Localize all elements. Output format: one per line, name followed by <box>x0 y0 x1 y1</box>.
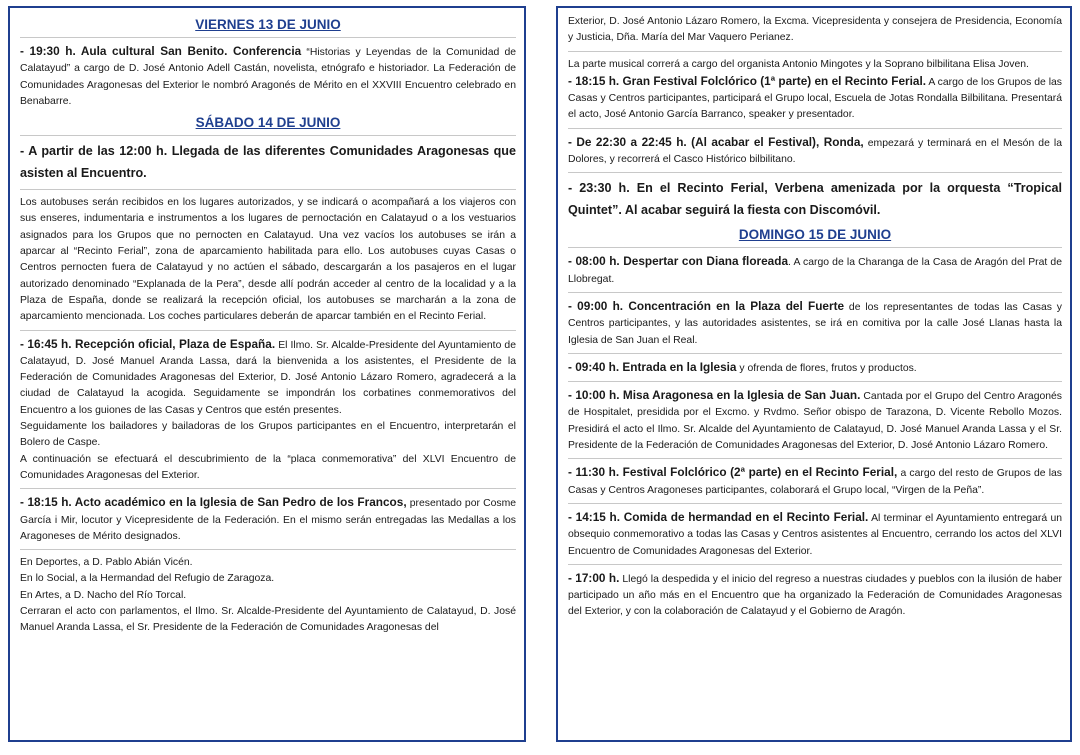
separator <box>20 549 516 550</box>
event-body: A cargo de los Grupos de las Casas y Centros participantes, participará el Grupo local, Escuela de Jotas Rondalla Bilbilitana. Presentará el acto, José Antonio García Barranco, speaker y presentador. <box>568 76 1062 121</box>
event-title: - 10:00 h. Misa Aragonesa en la Iglesia de San Juan. <box>568 388 861 403</box>
event-1000 <box>568 387 1062 454</box>
event-title: - 14:15 h. Comida de hermandad en el Recinto Ferial. <box>568 509 869 524</box>
event-0940 <box>568 359 1062 377</box>
separator <box>568 247 1062 248</box>
event-body: El Ilmo. Sr. Alcalde-Presidente del Ayuntamiento de Calatayud, D. José Manuel Aranda Lassa, dará la bienvenida a los asistentes, el Presidente de la Federación de Comunidades Aragonesas del Exterior, D. José Antonio Lázaro Romero, agradecerá a la ciudad de Calatayud la acogida. Seguidamente se impondrán los corbatines conmemorativos del Encuentro a los guiones de las Casas y Centros que estén presentes. <box>20 339 516 416</box>
heading-sabado: SÁBADO 14 DE JUNIO <box>195 115 341 131</box>
event-title: - 18:15 h. Acto académico en la Iglesia de San Pedro de los Francos, <box>20 495 407 510</box>
event-title: - 17:00 h. <box>568 570 620 585</box>
event-title: - 09:00 h. Concentración en la Plaza del Fuerte <box>568 298 845 313</box>
event-title: - 11:30 h. Festival Folclórico (2ª parte) en el Recinto Ferial, <box>568 465 898 480</box>
medal-artes: En Artes, a D. Nacho del Río Torcal. <box>20 589 187 601</box>
event-title: - 18:15 h. Gran Festival Folclórico (1ª parte) en el Recinto Ferial. <box>568 73 927 88</box>
event-1415 <box>568 509 1062 560</box>
buses-paragraph: Los autobuses serán recibidos en los lugares autorizados, y se indicará o acompañará a los viajeros con sus enseres, indumentaria e instrumentos a los lugares de pernoctación en Calatayud o a los vestuarios asignados para los Grupos que no pernocten en Calatayud. Una vez vacíos los autobuses se irán a aparcar al “Recinto Ferial”, zona de aparcamiento habilitada para ello. Los autobuses cuyas Casas o Centros pernocten fuera de Calatayud y no actúen el sábado, descargarán a los pasajeros en el lugar autorizado denominado “Explanada de la Pera”, desde allí podrán acceder al centro de la localidad y a la Plaza de España, donde se realizará la recepción oficial, los autobuses se marcharán a la zona de aparcamiento mencionada. Los coches particulares deberán de aparcar también en el Recinto Ferial. <box>20 197 516 323</box>
continuation-paragraph: Exterior, D. José Antonio Lázaro Romero, la Excma. Vicepresidenta y consejera de Presidencia, Economía y Justicia, Dña. María del Mar Vaquero Perianez. <box>568 16 1062 44</box>
event-body: y ofrenda de flores, frutos y productos. <box>736 362 917 374</box>
separator <box>568 51 1062 52</box>
separator <box>568 381 1062 382</box>
event-1645-bolero: Seguidamente los bailadores y bailadoras de los Grupos participantes en el Encuentro, interpretarán el Bolero de Caspe. <box>20 421 516 449</box>
medal-deportes: En Deportes, a D. Pablo Abián Vicén. <box>20 557 193 569</box>
event-title: - De 22:30 a 22:45 h. (Al acabar el Festival), Ronda, <box>568 134 864 149</box>
event-1815-festival <box>568 73 1062 124</box>
event-body: empezará y terminará en el Mesón de la Dolores, y recorrerá el Casco Histórico bilbilitano. <box>568 137 1062 166</box>
event-body: Llegó la despedida y el inicio del regreso a nuestras ciudades y pueblos con la ilusión de haber participado un año más en el Encuentro que ha organizado la Federación de Comunidades Aragonesas del Exterior, y con la colaboración de Calatayud y el Gobierno de Aragón. <box>568 573 1062 618</box>
medal-social: En lo Social, a la Hermandad del Refugio de Zaragoza. <box>20 573 275 585</box>
separator <box>20 330 516 331</box>
event-body: a cargo del resto de Grupos de las Casas y Centros Aragoneses participantes, colaborará el Grupo local, “Virgen de la Peña”. <box>568 468 1062 496</box>
event-title: - 23:30 h. En el Recinto Ferial, Verbena amenizada por la orquesta “Tropical Quintet”. Al acabar seguirá la fiesta con Discomóvil. <box>568 181 1062 218</box>
event-verbena <box>568 178 1062 222</box>
event-1815-academico <box>20 494 516 545</box>
separator <box>568 458 1062 459</box>
event-1645-placa: A continuación se efectuará el descubrimiento de la “placa conmemorativa” del XLVI Encuentro de Comunidades Aragonesas del Exterior. <box>20 453 516 481</box>
event-body: presentado por Cosme García i Mir, locutor y Vicepresidente de la Federación. En el mismo serán entregadas las Medallas a los Aragoneses de Mérito designados. <box>20 498 517 542</box>
separator <box>568 564 1062 565</box>
music-paragraph: La parte musical correrá a cargo del organista Antonio Mingotes y la Soprano bilbilitana Elisa Joven. <box>568 58 1029 70</box>
separator <box>568 172 1062 173</box>
event-1200 <box>20 141 516 185</box>
event-body: de los representantes de todas las Casas y Centros participantes, y las autoridades asistentes, se irá en comitiva por la calle José Llanas hasta la Iglesia de San Juan el Real. <box>568 301 1063 346</box>
separator <box>568 128 1062 129</box>
event-body: Al terminar el Ayuntamiento entregará un obsequio conmemorativo a todas las Casas y Centros asistentes al Encuentro, cerrando los actos del XLVI Encuentro de Comunidades Aragonesas del Exterior. <box>568 512 1062 557</box>
event-1930 <box>20 43 516 110</box>
heading-domingo: DOMINGO 15 DE JUNIO <box>738 227 892 243</box>
separator <box>20 37 516 38</box>
event-title: - 16:45 h. Recepción oficial, Plaza de España. <box>20 336 276 351</box>
event-0800 <box>568 253 1062 288</box>
separator <box>568 292 1062 293</box>
event-0900 <box>568 298 1062 349</box>
separator <box>20 135 516 136</box>
event-1700 <box>568 570 1062 621</box>
event-title: - 19:30 h. Aula cultural San Benito. Conferencia <box>20 44 302 58</box>
event-body: Cantada por el Grupo del Centro Aragonés de Hospitalet, presidida por el Excmo. y Rvdmo. Señor obispo de Tarazona, D. Vicente Rebollo Mozos. Presidirá el acto el Ilmo. Sr. Alcalde del Ayuntamiento de Calatayud, D. José Manuel Aranda Lassa y el Sr. Presidente de la Federación de Comunidades Aragonesas del Exterior, D. José Antonio Lázaro Romero. <box>568 391 1063 452</box>
separator <box>20 189 516 190</box>
event-title: - 09:40 h. Entrada en la Iglesia <box>568 359 737 374</box>
right-column <box>556 6 1072 742</box>
closing-speeches: Cerraran el acto con parlamentos, el Ilmo. Sr. Alcalde-Presidente del Ayuntamiento de Calatayud, D. José Manuel Aranda Lassa, el Sr. Presidente de la Federación de Comunidades Aragonesas del <box>20 606 516 634</box>
event-ronda <box>568 134 1062 169</box>
event-title: - 08:00 h. Despertar con Diana floreada <box>568 254 788 269</box>
separator <box>20 488 516 489</box>
separator <box>568 353 1062 354</box>
event-body: “Historias y Leyendas de la Comunidad de Calatayud” a cargo de D. José Antonio Adell Castán, novelista, etnógrafo e historiador. La Federación de Comunidades Aragonesas del Exterior le nombró Aragonés de Mérito en el XXVIII Encuentro celebrado en Benabarre. <box>20 47 516 107</box>
separator <box>568 503 1062 504</box>
heading-viernes: VIERNES 13 DE JUNIO <box>195 17 341 32</box>
event-body: . A cargo de la Charanga de la Casa de Aragón del Prat de Llobregat. <box>568 257 1062 285</box>
left-column <box>8 6 526 742</box>
event-1645 <box>20 336 516 419</box>
event-1130 <box>568 464 1062 499</box>
event-title: - A partir de las 12:00 h. Llegada de las diferentes Comunidades Aragonesas que asisten al Encuentro. <box>20 144 516 181</box>
